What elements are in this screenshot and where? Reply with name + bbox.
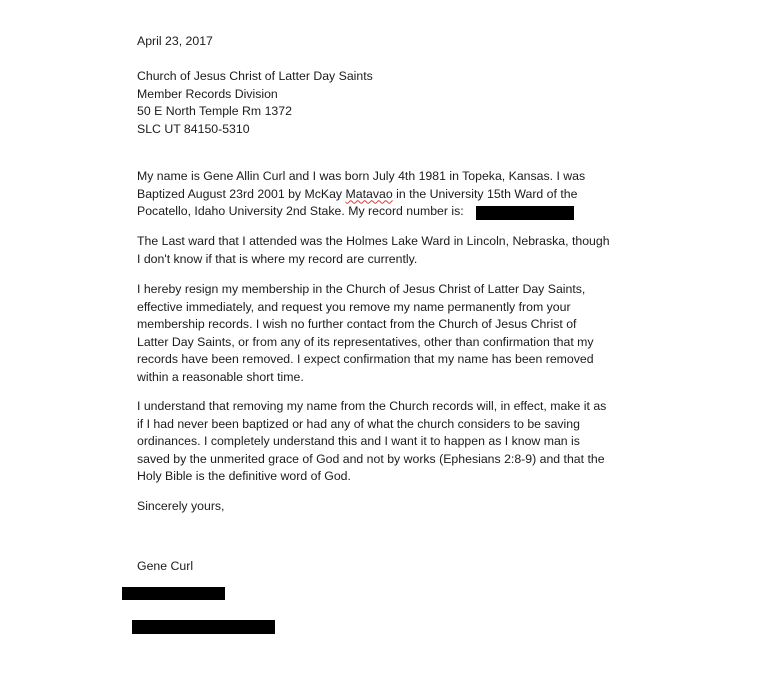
paragraph-3-line-3: membership records. I wish no further contact from the Church of Jesus Christ of xyxy=(137,317,577,332)
spellcheck-flagged-word: Matavao xyxy=(345,186,393,201)
signature-name: Gene Curl xyxy=(137,559,194,573)
closing xyxy=(137,498,637,516)
redacted-contact-line-2 xyxy=(132,620,275,634)
paragraph-2-line-2: I don't know if that is where my record are currently. xyxy=(137,251,418,266)
closing-text: Sincerely yours, xyxy=(137,499,225,513)
paragraph-4-line-1: I understand that removing my name from the Church records will, in effect, make it as xyxy=(137,399,607,413)
paragraph-4-line-3: ordinances. I completely understand this and I want it to happen as I know man is xyxy=(137,434,580,449)
paragraph-1-line-2 xyxy=(137,186,637,204)
signature-block xyxy=(137,558,637,576)
paragraph-understanding xyxy=(137,398,637,486)
date-text: April 23, 2017 xyxy=(137,34,213,48)
paragraph-2-line-1: The Last ward that I attended was the Holmes Lake Ward in Lincoln, Nebraska, though xyxy=(137,234,610,248)
address-line-2: Member Records Division xyxy=(137,86,278,101)
paragraph-4-line-4: saved by the unmerited grace of God and not by works (Ephesians 2:8-9) and that the xyxy=(137,451,605,466)
redacted-contact-line-1 xyxy=(122,587,225,600)
address-line-3: 50 E North Temple Rm 1372 xyxy=(137,104,292,119)
paragraph-1-line-1: My name is Gene Allin Curl and I was born July 4th 1981 in Topeka, Kansas. I was xyxy=(137,169,586,183)
paragraph-3-line-6: within a reasonable short time. xyxy=(137,369,304,384)
letter-date xyxy=(137,33,637,51)
paragraph-resignation xyxy=(137,281,637,387)
recipient-address xyxy=(137,68,637,138)
paragraph-3-line-4: Latter Day Saints, or from any of its representatives, other than confirmation that my xyxy=(137,334,594,349)
address-line-1: Church of Jesus Christ of Latter Day Saints xyxy=(137,69,373,83)
paragraph-3-line-1: I hereby resign my membership in the Church of Jesus Christ of Latter Day Saints, xyxy=(137,282,586,296)
paragraph-3-line-2: effective immediately, and request you remove my name permanently from your xyxy=(137,299,571,314)
paragraph-4-line-5: Holy Bible is the definitive word of God. xyxy=(137,469,351,484)
redacted-record-number xyxy=(476,206,574,220)
paragraph-3-line-5: records have been removed. I expect confirmation that my name has been removed xyxy=(137,352,594,367)
paragraph-4-line-2: if I had never been baptized or had any of what the church considers to be saving xyxy=(137,416,580,431)
paragraph-1-line-2-start: Baptized August 23rd 2001 by McKay xyxy=(137,186,346,201)
address-line-4: SLC UT 84150-5310 xyxy=(137,121,250,136)
paragraph-last-ward xyxy=(137,233,637,268)
paragraph-1-line-2-end: in the University 15th Ward of the xyxy=(392,186,578,201)
paragraph-1-line-3: Pocatello, Idaho University 2nd Stake. My record number is: xyxy=(137,204,464,219)
